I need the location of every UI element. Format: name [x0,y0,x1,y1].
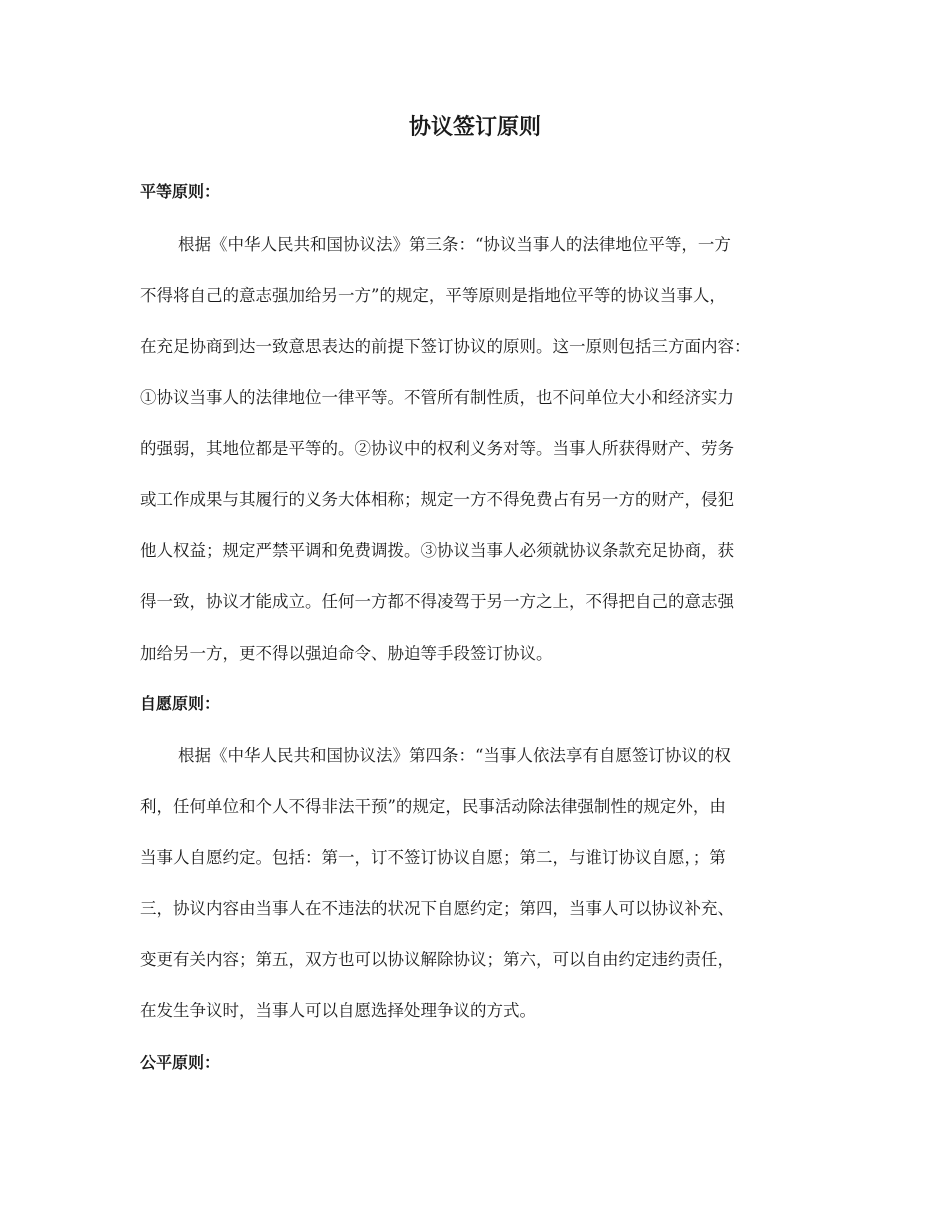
paragraph-line: ①协议当事人的法律地位一律平等。不管所有制性质，也不问单位大小和经济实力 [140,388,734,407]
paragraph-line: 利，任何单位和个人不得非法干预”的规定，民事活动除法律强制性的规定外，由 [140,797,726,816]
paragraph-line: 根据《中华人民共和国协议法》第三条：“协议当事人的法律地位平等，一方 [178,235,731,254]
section-heading-equality: 平等原则： [140,182,221,201]
paragraph-line: 当事人自愿约定。包括：第一，订不签订协议自愿；第二，与谁订协议自愿，；第 [140,848,726,867]
paragraph-line: 不得将自己的意志强加给另一方”的规定，平等原则是指地位平等的协议当事人， [140,286,726,305]
paragraph-line: 根据《中华人民共和国协议法》第四条：“当事人依法享有自愿签订协议的权 [178,746,731,765]
page-title: 协议签订原则 [408,115,541,140]
paragraph-line: 或工作成果与其履行的义务大体相称；规定一方不得免费占有另一方的财产，侵犯 [140,490,734,509]
paragraph-line: 的强弱，其地位都是平等的。②协议中的权利义务对等。当事人所获得财产、劳务 [140,439,734,458]
section-heading-voluntariness: 自愿原则： [140,694,221,713]
paragraph-line: 在充足协商到达一致意思表达的前提下签订协议的原则。这一原则包括三方面内容： [140,337,751,356]
paragraph-line: 三，协议内容由当事人在不违法的状况下自愿约定；第四，当事人可以协议补充、 [140,899,734,918]
paragraph-line: 他人权益；规定严禁平调和免费调拨。③协议当事人必须就协议条款充足协商，获 [140,541,734,560]
paragraph-line: 得一致，协议才能成立。任何一方都不得凌驾于另一方之上，不得把自己的意志强 [140,592,734,611]
section-heading-fairness: 公平原则： [140,1053,221,1072]
paragraph-line: 加给另一方，更不得以强迫命令、胁迫等手段签订协议。 [140,644,553,663]
paragraph-line: 变更有关内容；第五，双方也可以协议解除协议；第六，可以自由约定违约责任， [140,950,734,969]
paragraph-line: 在发生争议时，当事人可以自愿选择处理争议的方式。 [140,1001,536,1020]
